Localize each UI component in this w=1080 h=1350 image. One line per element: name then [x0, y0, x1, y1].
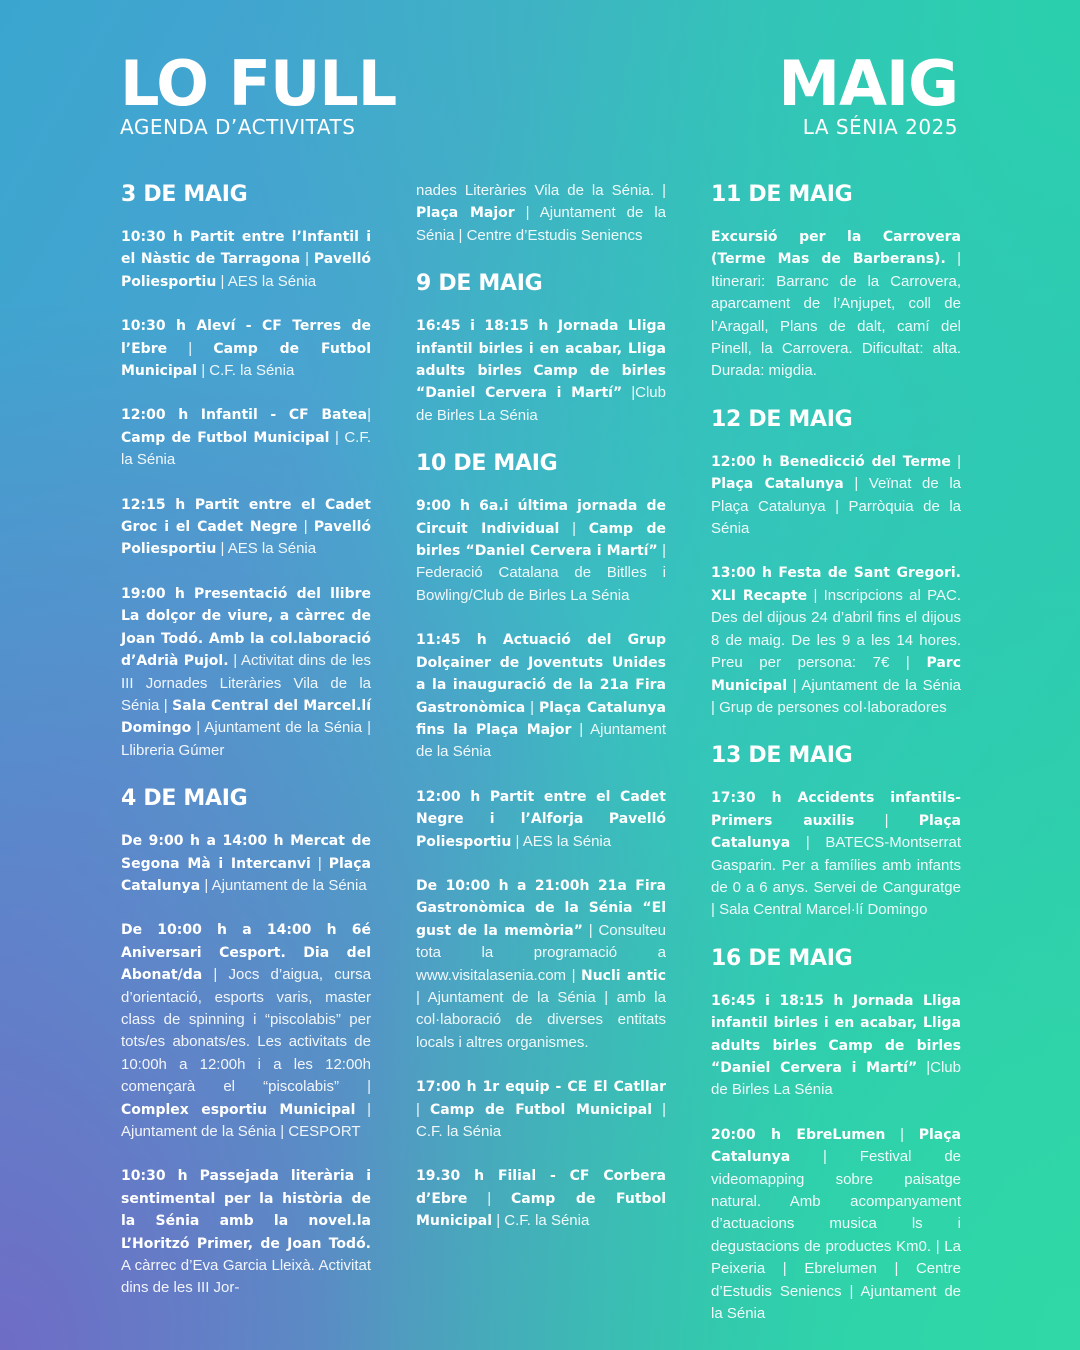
event-detail-text: | [416, 1100, 430, 1118]
event-detail-text: | Itinerari: Barranc de la Carrovera, aparcament de l’Anjupet, coll de l’Aragall, Plans de dalt, camí del Pinell, la Carrovera. Dificultat: alta. Durada: migdia. [711, 250, 961, 380]
day-heading: 4 DE MAIG [121, 786, 248, 812]
column-2 [416, 180, 666, 1255]
event-bold-text: 16:45 i 18:15 h Jornada Lliga infantil birles i en acabar, Lliga adults birles [416, 318, 666, 380]
event-detail-text: | Jocs d’aigua, cursa d’orientació, esports varis, master class de spinning i “piscolabis” per tots/es abonats/es. Les activitats de 10:00h a 12:00h i a les 12:00h començarà el “piscolabis” | [121, 966, 371, 1096]
event-item [711, 226, 961, 383]
event-detail-text: | [310, 854, 329, 872]
event-item [711, 1124, 961, 1326]
day-heading: 10 DE MAIG [416, 451, 558, 477]
event-bold-text: 19.30 h Filial - CF Corbera d’Ebre [416, 1168, 666, 1207]
event-detail-text: | Ajuntament de la Sénia | amb la col·laboració de diverses entitats locals i altres organismes. [416, 988, 666, 1051]
place-year: LA SÉNIA 2025 [802, 115, 958, 139]
event-bold-text: Parc Municipal [711, 655, 961, 694]
event-detail-text: | Activitat dins de les III Jornades Literàries Vila de la Sénia | [121, 652, 371, 714]
event-detail-text: | Festival de videomapping sobre paisatge natural. Amb acompanyament d’actuacions musica ls i degustacions de productes Km0. | La Peixeria | Ebrelumen | Centre d’Estudis Seniencs | Ajuntament de la Sénia [711, 1148, 961, 1323]
event-detail-text: | [885, 1125, 919, 1143]
event-detail-text: | [559, 519, 589, 537]
event-detail-text: | C.F. la Sénia [416, 1100, 666, 1140]
event-bold-text: Excursió per la Carrovera (Terme Mas de Barberans). [711, 229, 961, 268]
event-bold-text: 9:00 h 6a.i última jornada de Circuit Individual [416, 498, 666, 537]
day-heading: 12 DE MAIG [711, 406, 853, 432]
event-item [711, 562, 961, 719]
event-item [416, 315, 666, 427]
event-bold-text: 10:30 h Aleví - CF Terres de l’Ebre [121, 318, 371, 357]
event-item [121, 830, 371, 897]
event-detail-text: | AES la Sénia [216, 540, 317, 558]
event-item [121, 226, 371, 293]
event-detail-text: | [300, 250, 314, 268]
event-item [711, 451, 961, 541]
event-item [416, 629, 666, 763]
event-detail-text: | Inscripcions al PAC. Des del dijous 24 d’abril fins el dijous 8 de maig. De les 9 a les 14 hores. Preu per persona: 7€ | [711, 586, 961, 672]
brand-right [778, 47, 958, 139]
event-bold-text: Pavelló Poliesportiu [416, 811, 667, 850]
event-bold-text: Sala Central del Marcel.lí Domingo [121, 697, 371, 737]
event-item [416, 495, 666, 607]
event-detail-text: | [467, 1189, 511, 1207]
event-bold-text: 13:00 h Festa de Sant Gregori. XLI Recapte [711, 565, 961, 604]
day-heading: 13 DE MAIG [711, 743, 853, 769]
event-detail-text: | Ajuntament de la Sénia [200, 876, 367, 894]
column-1 [121, 180, 371, 1322]
event-bold-text: Camp de birles “Daniel Cervera i Martí” [711, 1037, 961, 1076]
event-item [416, 1165, 666, 1232]
event-detail-text: | AES la Sénia [216, 272, 317, 290]
event-bold-text: 12:00 h Benedicció del Terme [711, 453, 951, 470]
event-bold-text: 12:00 h Infantil - CF Batea [121, 407, 368, 424]
event-detail-text: | Ajuntament de la Sénia [416, 720, 666, 761]
event-bold-text: Camp de Futbol Municipal [121, 340, 371, 380]
event-bold-text: Camp de Futbol Municipal [429, 1101, 653, 1118]
event-bold-text: 16:45 i 18:15 h Jornada Lliga infantil birles i en acabar, Lliga adults birles [711, 992, 961, 1054]
event-item [416, 1076, 666, 1143]
event-detail-text [522, 362, 534, 379]
event-detail-text: | Federació Catalana de Bitlles i Bowling/Club de Birles La Sénia [416, 542, 666, 604]
event-bold-text: 11:45 h Actuació del Grup Dolçainer de Joventuts Unides a la inauguració de la 21a Fira Gastronòmica [416, 632, 666, 716]
event-item [711, 787, 961, 921]
event-item [416, 786, 666, 853]
event-detail-text: | C.F. la Sénia [121, 428, 372, 469]
event-bold-text: Plaça Catalunya [121, 855, 372, 894]
event-bold-text: 19:00 h Presentació del llibre La dolçor de viure, a càrrec de Joan Todó. Amb la col.laboració d’Adrià Pujol. [121, 585, 371, 670]
event-detail-text: | Ajuntament de la Sénia | CESPORT [121, 1100, 371, 1140]
month-title: MAIG [778, 47, 958, 120]
event-bold-text: Pavelló Poliesportiu [121, 519, 372, 558]
page-subtitle: AGENDA D’ACTIVITATS [120, 115, 356, 139]
event-bold-text: Plaça Catalunya [711, 476, 844, 493]
event-bold-text: Camp de Futbol Municipal [121, 429, 330, 446]
event-detail-text: | [525, 698, 539, 716]
event-detail-text [817, 1037, 829, 1054]
event-detail-text: | [367, 406, 371, 424]
event-bold-text: Plaça Major [416, 205, 515, 222]
event-item [121, 404, 371, 471]
event-detail-text: | [950, 452, 961, 470]
event-bold-text: Plaça Catalunya fins la Plaça Major [416, 699, 666, 738]
event-bold-text: Camp de birles “Daniel Cervera i Martí” [416, 520, 667, 560]
event-detail-text: | BATECS-Montserrat Gasparin. Per a famílies amb infants de 0 a 6 anys. Servei de Canguratge | Sala Central Marcel·lí Domingo [711, 834, 961, 919]
event-detail-text: | [297, 518, 314, 536]
event-detail-text: | Consulteu tota la programació a www.visitalasenia.com | [416, 921, 666, 984]
event-detail-text: |Club de Birles La Sénia [711, 1058, 961, 1099]
event-item [416, 875, 666, 1054]
day-heading: 9 DE MAIG [416, 271, 543, 297]
event-bold-text: De 10:00 h a 21:00h 21a Fira Gastronòmica de la Sénia “El gust de la memòria” [416, 877, 666, 939]
event-detail-text: | Ajuntament de la Sénia | Centre d’Estudis Seniencs [416, 204, 666, 244]
event-bold-text: 17:30 h Accidents infantils- Primers auxilis [711, 790, 961, 829]
event-bold-text: Plaça Catalunya [711, 1126, 962, 1166]
event-item [121, 1165, 371, 1299]
event-bold-text: De 10:00 h a 14:00 h 6é Aniversari Cesport. Dia del Abonat/da [121, 922, 371, 984]
event-detail-text: | AES la Sénia [511, 832, 612, 850]
day-heading: 11 DE MAIG [711, 182, 853, 207]
column-3 [711, 180, 961, 1347]
event-bold-text: 20:00 h EbreLumen [711, 1126, 886, 1143]
event-bold-text: Camp de Futbol Municipal [416, 1190, 666, 1230]
brand-left [120, 47, 397, 139]
event-detail-text: | [167, 339, 214, 357]
event-detail-text: | Ajuntament de la Sénia | Grup de persones col·laboradores [711, 676, 961, 716]
event-detail-text: |Club de Birles La Sénia [416, 384, 666, 424]
event-detail-text: | Veïnat de la Plaça Catalunya | Parròquia de la Sénia [711, 475, 962, 538]
event-detail-text: | Ajuntament de la Sénia | Llibreria Gúmer [121, 719, 371, 759]
day-heading: 16 DE MAIG [711, 945, 853, 971]
event-detail-text: nades Literàries Vila de la Sénia. | [416, 182, 666, 199]
event-bold-text: 12:15 h Partit entre el Cadet Groc i el Cadet Negre [121, 496, 371, 536]
event-bold-text: 17:00 h 1r equip - CE El Catllar [416, 1079, 666, 1096]
event-item [416, 180, 666, 247]
event-detail-text: A càrrec d’Eva Garcia Lleixà. Activitat dins de les III Jor- [121, 1257, 371, 1297]
page-title: LO FULL [120, 47, 397, 120]
event-item [121, 494, 371, 561]
event-bold-text: Camp de birles “Daniel Cervera i Martí” [416, 363, 666, 402]
event-bold-text: Nucli antic [580, 967, 666, 984]
event-item [121, 583, 371, 762]
event-bold-text: 12:00 h Partit entre el Cadet Negre i l’Alforja [416, 788, 666, 828]
event-detail-text [583, 810, 608, 827]
event-bold-text: Complex esportiu Municipal [121, 1101, 356, 1118]
event-bold-text: 10:30 h Passejada literària i sentimental per la història de la Sénia amb la novel.la L’Horitzó Primer, de Joan Todó. [121, 1168, 371, 1252]
event-bold-text: 10:30 h Partit entre l’Infantil i el Nàstic de Tarragona [121, 229, 371, 268]
event-detail-text: | C.F. la Sénia [492, 1212, 590, 1230]
event-bold-text: Plaça Catalunya [711, 812, 961, 852]
event-item [711, 990, 961, 1102]
event-bold-text: Pavelló Poliesportiu [121, 251, 371, 290]
event-bold-text: De 9:00 h a 14:00 h Mercat de Segona Mà i Intercanvi [121, 833, 371, 872]
event-detail-text: | [854, 811, 919, 829]
event-detail-text: | C.F. la Sénia [197, 362, 295, 380]
event-item [121, 919, 371, 1143]
day-heading: 3 DE MAIG [121, 182, 248, 207]
event-item [121, 315, 371, 382]
